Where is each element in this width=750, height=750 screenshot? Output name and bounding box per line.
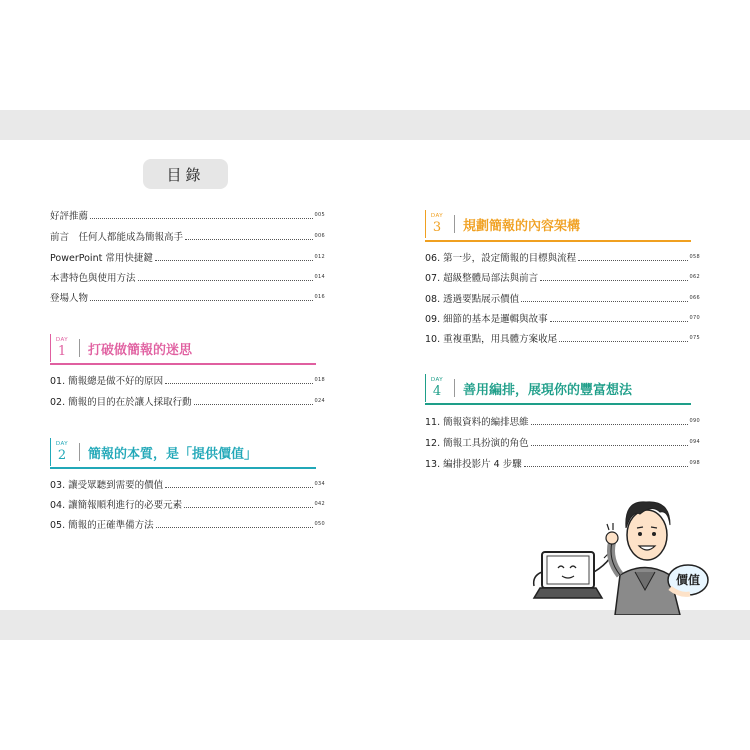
toc-label: 前言 任何人都能成為簡報高手: [50, 232, 184, 243]
toc-label: 11. 簡報資料的編排思維: [425, 417, 529, 428]
toc-row: [425, 456, 700, 470]
toc-row: [425, 331, 700, 345]
toc-page: 005: [314, 212, 325, 218]
mascot-illustration: [520, 480, 720, 615]
top-gray-band: [0, 110, 750, 140]
day-word: DAY: [430, 376, 444, 383]
toc-row: [50, 270, 325, 284]
dot-leader: [524, 466, 688, 467]
dot-leader: [90, 300, 313, 301]
day-3-header: [425, 210, 580, 238]
day-number: 3: [432, 220, 442, 236]
toc-label: 10. 重複重點，用具體方案收尾: [425, 334, 558, 345]
dot-leader: [184, 507, 312, 508]
toc-page: 058: [689, 254, 700, 260]
toc-label: 06. 第一步，設定簡報的目標與流程: [425, 253, 577, 264]
toc-page: 062: [689, 274, 700, 280]
toc-row: [50, 373, 325, 387]
toc-page: 042: [314, 501, 325, 507]
dot-leader: [90, 218, 313, 219]
day-word: DAY: [430, 212, 444, 219]
toc-title: 目錄: [143, 159, 228, 189]
toc-page: 050: [314, 521, 325, 527]
day-4-title: 善用編排，展現你的豐富想法: [463, 382, 633, 398]
toc-label: 好評推薦: [50, 211, 89, 222]
dot-leader: [531, 445, 688, 446]
toc-label: 13. 編排投影片 4 步驟: [425, 459, 522, 470]
toc-row: [50, 229, 325, 243]
day-3-badge: [425, 210, 448, 238]
dot-leader: [185, 239, 313, 240]
toc-row: [50, 477, 325, 491]
day-1-title: 打破做簡報的迷思: [88, 342, 193, 358]
toc-row: [50, 250, 325, 264]
day-word: DAY: [55, 336, 69, 343]
toc-row: [425, 414, 700, 428]
toc-label: 09. 細節的基本是邏輯與故事: [425, 314, 548, 325]
dot-leader: [155, 260, 313, 261]
day-3-title: 規劃簡報的內容架構: [463, 218, 581, 234]
day-3-rule: [425, 240, 691, 242]
dot-leader: [559, 341, 687, 342]
toc-page: 012: [314, 254, 325, 260]
dot-leader: [521, 301, 687, 302]
day-1-header: [50, 334, 192, 362]
toc-label: 登場人物: [50, 293, 89, 304]
day-divider: [79, 339, 80, 357]
presenter-man: [606, 502, 680, 615]
toc-row: [50, 394, 325, 408]
toc-row: [50, 290, 325, 304]
toc-page: 066: [689, 295, 700, 301]
toc-page: 098: [689, 460, 700, 466]
book-spread: [0, 140, 750, 610]
toc-page: 034: [314, 481, 325, 487]
day-divider: [454, 379, 455, 397]
day-divider: [454, 215, 455, 233]
dot-leader: [550, 321, 688, 322]
dot-leader: [165, 383, 312, 384]
day-4-rule: [425, 403, 691, 405]
toc-page: 016: [314, 294, 325, 300]
toc-row: [425, 291, 700, 305]
toc-row: [425, 250, 700, 264]
toc-page: 090: [689, 418, 700, 424]
toc-label: 本書特色與使用方法: [50, 273, 136, 284]
laptop-character: [534, 552, 615, 598]
dot-leader: [578, 260, 687, 261]
value-speech-ball: [668, 565, 708, 595]
toc-label: 01. 簡報總是做不好的原因: [50, 376, 164, 387]
dot-leader: [194, 404, 313, 405]
toc-label: 03. 讓受眾聽到需要的價值: [50, 480, 164, 491]
toc-label: 07. 超級整體局部法與前言: [425, 273, 539, 284]
toc-page: 006: [314, 233, 325, 239]
dot-leader: [531, 424, 688, 425]
toc-page: 014: [314, 274, 325, 280]
toc-row: [50, 208, 325, 222]
toc-page: 018: [314, 377, 325, 383]
toc-label: 05. 簡報的正確準備方法: [50, 520, 154, 531]
day-divider: [79, 443, 80, 461]
toc-page: 094: [689, 439, 700, 445]
toc-row: [425, 435, 700, 449]
toc-page: 024: [314, 398, 325, 404]
toc-page: 070: [689, 315, 700, 321]
toc-row: [50, 497, 325, 511]
toc-row: [50, 517, 325, 531]
day-1-rule: [50, 363, 316, 365]
dot-leader: [165, 487, 312, 488]
toc-row: [425, 311, 700, 325]
toc-label: 02. 簡報的目的在於讓人採取行動: [50, 397, 192, 408]
value-bubble-text: 價值: [675, 573, 701, 587]
dot-leader: [138, 280, 313, 281]
day-2-badge: [50, 438, 73, 466]
toc-row: [425, 270, 700, 284]
toc-page: 075: [689, 335, 700, 341]
day-number: 4: [432, 384, 442, 400]
toc-label: 08. 透過要點展示價值: [425, 294, 520, 305]
day-4-header: [425, 374, 632, 402]
day-2-rule: [50, 467, 316, 469]
dot-leader: [156, 527, 313, 528]
day-word: DAY: [55, 440, 69, 447]
dot-leader: [540, 280, 687, 281]
day-number: 2: [57, 448, 67, 464]
day-2-header: [50, 438, 257, 466]
day-1-badge: [50, 334, 73, 362]
toc-label: PowerPoint 常用快捷鍵: [50, 253, 153, 264]
toc-label: 12. 簡報工具扮演的角色: [425, 438, 529, 449]
day-number: 1: [57, 344, 67, 360]
day-4-badge: [425, 374, 448, 402]
toc-label: 04. 讓簡報順利進行的必要元素: [50, 500, 183, 511]
day-2-title: 簡報的本質，是「提供價值」: [88, 446, 258, 462]
